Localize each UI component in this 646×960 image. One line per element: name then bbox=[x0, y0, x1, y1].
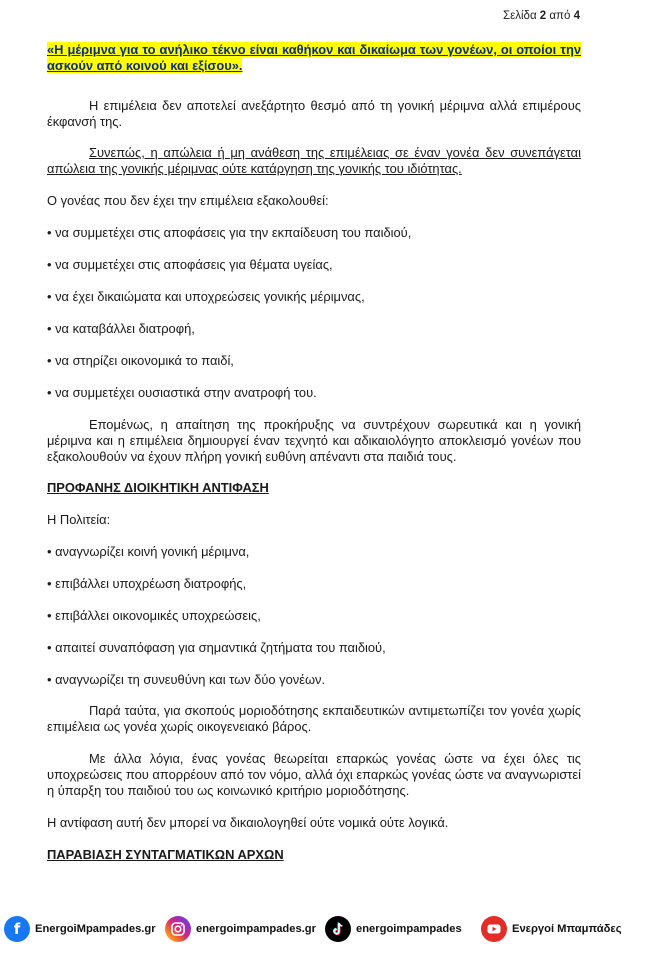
list-item: • επιβάλλει οικονομικές υποχρεώσεις, bbox=[47, 608, 261, 623]
paragraph-7: Με άλλα λόγια, ένας γονέας θεωρείται επαρκώς γονέας ώστε να έχει όλες τις υποχρεώσεις που απορρέουν από τον νόμο, αλλά όχι επαρκώς γονέας ώστε να αναγνωριστεί η ύπαρξη του παιδιού του ως κοινωνικό κριτήριο μοριοδότησης. bbox=[47, 751, 581, 798]
paragraph-4: Επομένως, η απαίτηση της προκήρυξης να συντρέχουν σωρευτικά και η γονική μέριμνα και η επιμέλεια δημιουργεί έναν τεχνητό και αδικαιολόγητο αποκλεισμό γονέων που εξακολουθούν να έχουν πλήρη γονική ευθύνη απέναντι στα παιδιά τους. bbox=[47, 417, 581, 464]
section-heading: ΠΡΟΦΑΝΗΣ ΔΙΟΙΚΗΤΙΚΗ ΑΝΤΙΦΑΣΗ bbox=[47, 480, 269, 495]
paragraph-8: Η αντίφαση αυτή δεν μπορεί να δικαιολογηθεί ούτε νομικά ούτε λογικά. bbox=[47, 815, 449, 830]
youtube-label: Ενεργοί Μπαμπάδες bbox=[512, 923, 622, 935]
paragraph-2: Συνεπώς, η απώλεια ή μη ανάθεση της επιμέλειας σε έναν γονέα δεν συνεπάγεται απώλεια της γονικής μέριμνας ούτε κατάργηση της γονικής του ιδιότητας. bbox=[47, 145, 581, 176]
social-footer bbox=[0, 910, 646, 950]
list-item: • να συμμετέχει στις αποφάσεις για θέματα υγείας, bbox=[47, 257, 333, 272]
list-item: • απαιτεί συναπόφαση για σημαντικά ζητήματα του παιδιού, bbox=[47, 640, 386, 655]
paragraph-3: Ο γονέας που δεν έχει την επιμέλεια εξακολουθεί: bbox=[47, 193, 329, 208]
list-item: • αναγνωρίζει τη συνευθύνη και των δύο γονέων. bbox=[47, 672, 326, 687]
list-item: • να έχει δικαιώματα και υποχρεώσεις γονικής μέριμνας, bbox=[47, 289, 365, 304]
paragraph-6: Παρά ταύτα, για σκοπούς μοριοδότησης εκπαιδευτικών αντιμετωπίζει τον γονέα χωρίς επιμέλεια ως γονέα χωρίς οικογενειακό βάρος. bbox=[47, 703, 581, 734]
section-heading: ΠΑΡΑΒΙΑΣΗ ΣΥΝΤΑΓΜΑΤΙΚΩΝ ΑΡΧΩΝ bbox=[47, 847, 284, 862]
page-number bbox=[503, 10, 580, 22]
youtube-link[interactable] bbox=[481, 916, 622, 942]
tiktok-icon bbox=[325, 916, 351, 942]
instagram-label: energoimpampades.gr bbox=[196, 923, 316, 935]
page-sep: από bbox=[549, 10, 571, 22]
list-item: • να συμμετέχει στις αποφάσεις για την εκπαίδευση του παιδιού, bbox=[47, 225, 412, 240]
youtube-icon bbox=[481, 916, 507, 942]
list-item: • να στηρίζει οικονομικά το παιδί, bbox=[47, 353, 234, 368]
tiktok-label: energoimpampades bbox=[356, 923, 462, 935]
page-label: Σελίδα bbox=[503, 10, 537, 22]
page-total: 4 bbox=[573, 10, 580, 22]
facebook-icon: f bbox=[4, 916, 30, 942]
paragraph-5: Η Πολιτεία: bbox=[47, 512, 111, 527]
highlight-text: «Η μέριμνα για το ανήλικο τέκνο είναι καθήκον και δικαίωμα των γονέων, οι οποίοι την ασκούν από κοινού και εξίσου». bbox=[47, 42, 581, 73]
list-item: • να καταβάλλει διατροφή, bbox=[47, 321, 195, 336]
document-body bbox=[47, 42, 581, 863]
tiktok-link[interactable] bbox=[325, 916, 462, 942]
facebook-label: EnergoiMpampades.gr bbox=[35, 923, 156, 935]
instagram-link[interactable] bbox=[165, 916, 316, 942]
page-current: 2 bbox=[539, 10, 547, 22]
list-item: • αναγνωρίζει κοινή γονική μέριμνα, bbox=[47, 544, 250, 559]
list-item: • επιβάλλει υποχρέωση διατροφής, bbox=[47, 576, 247, 591]
highlighted-quote bbox=[47, 42, 581, 74]
instagram-icon bbox=[165, 916, 191, 942]
list-item: • να συμμετέχει ουσιαστικά στην ανατροφή του. bbox=[47, 385, 317, 400]
facebook-link[interactable] bbox=[4, 916, 156, 942]
paragraph-1: Η επιμέλεια δεν αποτελεί ανεξάρτητο θεσμό από τη γονική μέριμνα αλλά επιμέρους έκφανσή της. bbox=[47, 98, 581, 129]
